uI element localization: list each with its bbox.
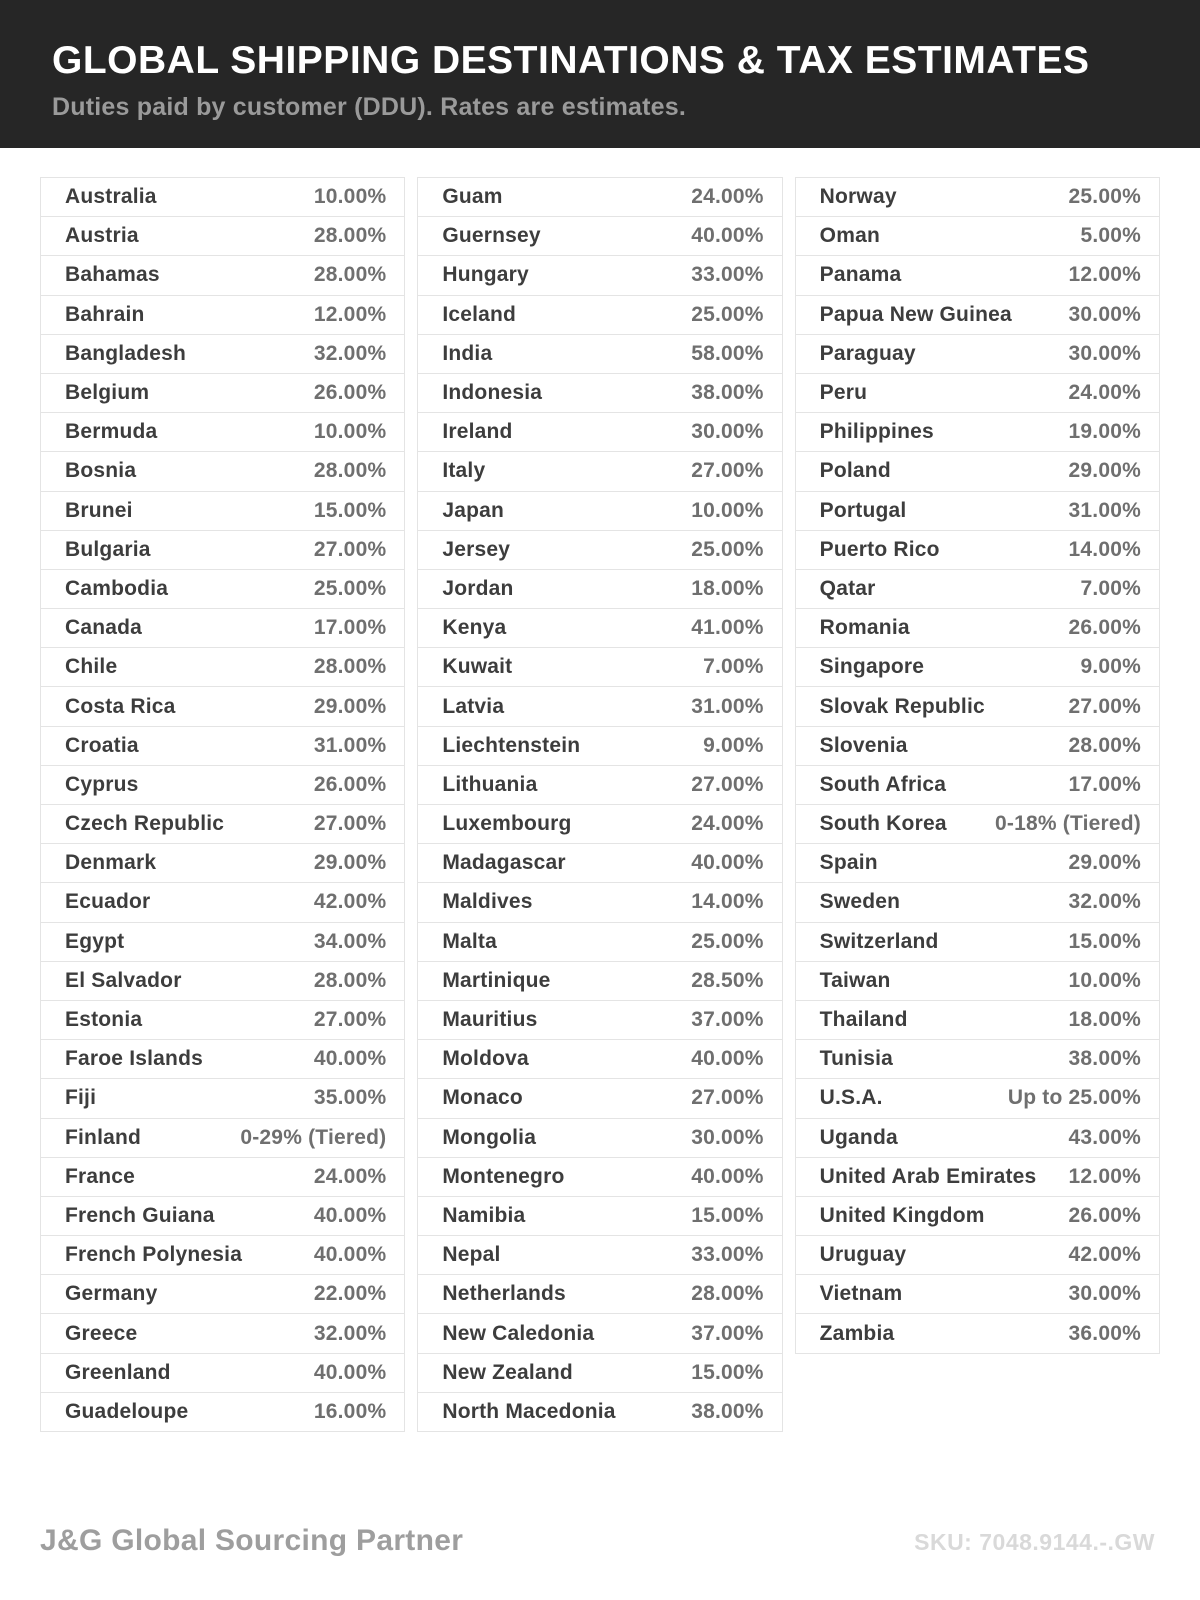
country-name: Czech Republic: [65, 812, 225, 836]
country-name: Zambia: [819, 1321, 895, 1345]
tax-rate: 18.00%: [691, 576, 764, 600]
table-row: [796, 335, 1159, 374]
table-row: [41, 1001, 404, 1040]
country-name: Italy: [442, 459, 486, 483]
table-row: [796, 609, 1159, 648]
tax-rate: 14.00%: [1068, 537, 1141, 561]
tax-rate: 28.00%: [313, 968, 387, 992]
tax-rate: 18.00%: [1068, 1008, 1141, 1032]
tax-rate: 17.00%: [1068, 772, 1141, 796]
tax-rate: 28.00%: [313, 459, 387, 483]
tax-rate: 26.00%: [1068, 1203, 1141, 1227]
country-name: Denmark: [65, 851, 157, 875]
country-name: Bahrain: [65, 302, 145, 326]
table-row: [41, 1158, 404, 1197]
tax-rate: 10.00%: [691, 498, 764, 522]
table-row: [418, 531, 781, 570]
country-name: Vietnam: [819, 1282, 903, 1306]
country-name: Japan: [442, 498, 505, 522]
table-row: [796, 648, 1159, 687]
table-row: [796, 727, 1159, 766]
tax-rate: 40.00%: [313, 1243, 387, 1267]
country-name: Taiwan: [819, 968, 891, 992]
table-row: [796, 296, 1159, 335]
country-name: Peru: [819, 381, 868, 405]
tax-rate: 40.00%: [313, 1203, 387, 1227]
table-row: [418, 844, 781, 883]
table-row: [796, 1314, 1159, 1353]
country-name: Greece: [65, 1321, 138, 1345]
tax-rate: 36.00%: [1068, 1321, 1141, 1345]
tax-rate: 10.00%: [313, 185, 387, 209]
country-name: New Caledonia: [442, 1321, 595, 1345]
country-name: Uganda: [819, 1125, 898, 1149]
table-row: [418, 492, 781, 531]
tax-rate: 30.00%: [1068, 302, 1141, 326]
table-row: [418, 805, 781, 844]
tax-rate: 32.00%: [313, 1321, 387, 1345]
tax-rate: 29.00%: [313, 694, 387, 718]
country-name: Egypt: [65, 929, 125, 953]
country-name: Portugal: [819, 498, 907, 522]
country-name: Paraguay: [819, 341, 916, 365]
table-row: [796, 1040, 1159, 1079]
table-row: [796, 256, 1159, 295]
country-name: Maldives: [442, 890, 533, 914]
table-row: [796, 452, 1159, 491]
tax-rate: 26.00%: [313, 381, 387, 405]
country-name: Kenya: [442, 616, 507, 640]
country-name: Jersey: [442, 537, 511, 561]
country-name: Montenegro: [442, 1164, 565, 1188]
tax-rate: 40.00%: [691, 1047, 764, 1071]
table-row: [41, 1275, 404, 1314]
country-name: Moldova: [442, 1047, 529, 1071]
table-row: [41, 1236, 404, 1275]
tax-rate: 25.00%: [691, 537, 764, 561]
country-name: Bulgaria: [65, 537, 151, 561]
country-name: Cyprus: [65, 772, 139, 796]
table-row: [796, 1119, 1159, 1158]
country-name: Mongolia: [442, 1125, 537, 1149]
country-name: Hungary: [442, 263, 529, 287]
table-row: [418, 1158, 781, 1197]
tax-rate: 16.00%: [313, 1399, 387, 1423]
table-row: [41, 1079, 404, 1118]
country-name: United Kingdom: [819, 1203, 985, 1227]
table-row: [41, 413, 404, 452]
tax-rate: 28.00%: [313, 263, 387, 287]
tax-rate: 25.00%: [313, 576, 387, 600]
table-row: [418, 1119, 781, 1158]
table-row: [41, 570, 404, 609]
tax-rate: Up to 25.00%: [1007, 1086, 1141, 1110]
country-name: Singapore: [819, 655, 925, 679]
tax-rate: 28.00%: [691, 1282, 764, 1306]
page-title: GLOBAL SHIPPING DESTINATIONS & TAX ESTIMATES: [52, 39, 1090, 83]
table-row: [796, 883, 1159, 922]
tax-rate: 0-18% (Tiered): [995, 812, 1141, 836]
country-name: Switzerland: [819, 929, 939, 953]
country-name: Finland: [65, 1125, 142, 1149]
table-row: [418, 256, 781, 295]
tax-rate: 22.00%: [313, 1282, 387, 1306]
country-name: Uruguay: [819, 1243, 907, 1267]
country-name: Martinique: [442, 968, 551, 992]
table-row: [41, 1393, 404, 1432]
tax-rate: 38.00%: [691, 381, 764, 405]
country-name: Canada: [65, 616, 143, 640]
country-name: Germany: [65, 1282, 158, 1306]
country-name: Qatar: [819, 576, 876, 600]
tax-rate: 27.00%: [691, 1086, 764, 1110]
country-name: Bangladesh: [65, 341, 187, 365]
country-name: Faroe Islands: [65, 1047, 203, 1071]
tax-rate: 32.00%: [1068, 890, 1141, 914]
table-row: [796, 178, 1159, 217]
tax-rate: 30.00%: [1068, 1282, 1141, 1306]
table-row: [418, 766, 781, 805]
table-row: [41, 766, 404, 805]
tax-rate: 40.00%: [691, 1164, 764, 1188]
tax-rate: 35.00%: [313, 1086, 387, 1110]
table-row: [41, 609, 404, 648]
country-name: French Polynesia: [65, 1243, 243, 1267]
tax-rate: 14.00%: [691, 890, 764, 914]
tax-rate: 7.00%: [703, 655, 764, 679]
country-name: Indonesia: [442, 381, 543, 405]
tax-rate: 25.00%: [691, 302, 764, 326]
table-row: [418, 883, 781, 922]
tax-rate: 58.00%: [691, 341, 764, 365]
sku-label: SKU: 7048.9144.-.GW: [914, 1529, 1155, 1555]
country-name: France: [65, 1164, 136, 1188]
country-name: Iceland: [442, 302, 517, 326]
table-row: [418, 335, 781, 374]
tax-rate: 27.00%: [313, 1008, 387, 1032]
tax-rate: 19.00%: [1068, 420, 1141, 444]
tax-rate: 26.00%: [1068, 616, 1141, 640]
tax-rate: 41.00%: [691, 616, 764, 640]
table-row: [796, 492, 1159, 531]
tax-rate: 32.00%: [313, 341, 387, 365]
country-name: Tunisia: [819, 1047, 894, 1071]
tax-rate: 10.00%: [1068, 968, 1141, 992]
table-row: [41, 805, 404, 844]
country-name: Cambodia: [65, 576, 169, 600]
tax-rate: 42.00%: [313, 890, 387, 914]
table-row: [41, 923, 404, 962]
table-row: [418, 1079, 781, 1118]
country-name: South Africa: [819, 772, 947, 796]
country-name: Philippines: [819, 420, 934, 444]
tax-rate: 15.00%: [691, 1203, 764, 1227]
tax-rate: 30.00%: [691, 1125, 764, 1149]
country-name: South Korea: [819, 812, 947, 836]
tax-rate: 27.00%: [313, 537, 387, 561]
country-name: Guam: [442, 185, 503, 209]
table-row: [796, 1158, 1159, 1197]
tax-rate: 12.00%: [1068, 263, 1141, 287]
table-row: [796, 1236, 1159, 1275]
table-row: [41, 687, 404, 726]
tax-rate: 24.00%: [691, 812, 764, 836]
country-name: North Macedonia: [442, 1399, 616, 1423]
country-name: Bermuda: [65, 420, 158, 444]
table-row: [418, 1393, 781, 1432]
country-name: Greenland: [65, 1360, 171, 1384]
country-name: El Salvador: [65, 968, 182, 992]
country-name: French Guiana: [65, 1203, 215, 1227]
brand-name: J&G Global Sourcing Partner: [40, 1524, 464, 1557]
country-name: Costa Rica: [65, 694, 176, 718]
tax-rate: 27.00%: [691, 772, 764, 796]
tax-rate: 27.00%: [313, 812, 387, 836]
tax-rate: 29.00%: [1068, 459, 1141, 483]
tax-rate: 24.00%: [1068, 381, 1141, 405]
country-name: Romania: [819, 616, 910, 640]
table-row: [796, 687, 1159, 726]
country-name: Puerto Rico: [819, 537, 940, 561]
tax-rate: 31.00%: [691, 694, 764, 718]
table-row: [796, 923, 1159, 962]
tax-rate: 24.00%: [691, 185, 764, 209]
table-row: [418, 1001, 781, 1040]
table-row: [41, 374, 404, 413]
table-row: [796, 805, 1159, 844]
table-row: [418, 374, 781, 413]
table-row: [418, 923, 781, 962]
table-row: [796, 766, 1159, 805]
tax-rate: 33.00%: [691, 263, 764, 287]
tax-rate: 29.00%: [313, 851, 387, 875]
table-row: [41, 492, 404, 531]
table-row: [796, 962, 1159, 1001]
table-row: [418, 1197, 781, 1236]
tax-rate: 24.00%: [313, 1164, 387, 1188]
tax-rate: 31.00%: [313, 733, 387, 757]
country-name: Guernsey: [442, 224, 541, 248]
tax-rate: 38.00%: [691, 1399, 764, 1423]
country-name: India: [442, 341, 493, 365]
country-name: Monaco: [442, 1086, 523, 1110]
table-row: [418, 1236, 781, 1275]
tax-rate: 29.00%: [1068, 851, 1141, 875]
country-name: Luxembourg: [442, 812, 572, 836]
table-row: [796, 1275, 1159, 1314]
tax-rate: 28.00%: [313, 655, 387, 679]
table-column-1: [40, 177, 405, 1432]
tax-rate: 15.00%: [313, 498, 387, 522]
country-name: Mauritius: [442, 1008, 538, 1032]
table-row: [418, 962, 781, 1001]
country-name: U.S.A.: [819, 1086, 883, 1110]
table-row: [418, 727, 781, 766]
tax-rate: 37.00%: [691, 1321, 764, 1345]
tax-rate: 38.00%: [1068, 1047, 1141, 1071]
table-row: [41, 844, 404, 883]
country-name: New Zealand: [442, 1360, 573, 1384]
table-row: [418, 570, 781, 609]
page-footer: [40, 1524, 1155, 1558]
country-name: Oman: [819, 224, 880, 248]
country-name: Netherlands: [442, 1282, 566, 1306]
tax-rate: 40.00%: [691, 851, 764, 875]
tax-rate: 7.00%: [1080, 576, 1141, 600]
table-row: [41, 335, 404, 374]
country-name: Slovak Republic: [819, 694, 985, 718]
country-name: Estonia: [65, 1008, 143, 1032]
table-row: [418, 648, 781, 687]
country-name: Slovenia: [819, 733, 908, 757]
table-row: [418, 687, 781, 726]
table-row: [41, 217, 404, 256]
table-row: [41, 1197, 404, 1236]
table-row: [41, 452, 404, 491]
tax-rate: 31.00%: [1068, 498, 1141, 522]
tax-rate: 10.00%: [313, 420, 387, 444]
tax-rate: 15.00%: [1068, 929, 1141, 953]
table-row: [41, 296, 404, 335]
table-row: [796, 374, 1159, 413]
tax-rate: 27.00%: [1068, 694, 1141, 718]
table-row: [418, 1354, 781, 1393]
table-row: [41, 727, 404, 766]
destinations-table: [40, 177, 1160, 1432]
table-row: [418, 452, 781, 491]
country-name: Spain: [819, 851, 878, 875]
tax-rate: 40.00%: [313, 1047, 387, 1071]
country-name: Papua New Guinea: [819, 302, 1012, 326]
page-header: [0, 0, 1200, 148]
tax-rate: 15.00%: [691, 1360, 764, 1384]
table-column-3: [795, 177, 1160, 1354]
tax-rate: 9.00%: [1080, 655, 1141, 679]
tax-rate: 0-29% (Tiered): [240, 1125, 387, 1149]
tax-rate: 12.00%: [1068, 1164, 1141, 1188]
table-column-2: [417, 177, 782, 1432]
country-name: Croatia: [65, 733, 139, 757]
table-row: [796, 217, 1159, 256]
table-row: [796, 844, 1159, 883]
table-row: [41, 178, 404, 217]
country-name: Poland: [819, 459, 891, 483]
country-name: Namibia: [442, 1203, 526, 1227]
country-name: Guadeloupe: [65, 1399, 189, 1423]
country-name: Madagascar: [442, 851, 566, 875]
country-name: Liechtenstein: [442, 733, 581, 757]
table-row: [796, 1197, 1159, 1236]
tax-rate: 28.00%: [1068, 733, 1141, 757]
country-name: Bosnia: [65, 459, 137, 483]
country-name: Malta: [442, 929, 498, 953]
table-row: [41, 962, 404, 1001]
country-name: Brunei: [65, 498, 133, 522]
table-row: [796, 1079, 1159, 1118]
tax-rate: 5.00%: [1080, 224, 1141, 248]
tax-rate: 42.00%: [1068, 1243, 1141, 1267]
page-subtitle: Duties paid by customer (DDU). Rates are estimates.: [52, 92, 687, 121]
tax-rate: 40.00%: [691, 224, 764, 248]
country-name: United Arab Emirates: [819, 1164, 1037, 1188]
tax-rate: 37.00%: [691, 1008, 764, 1032]
table-row: [41, 1354, 404, 1393]
country-name: Bahamas: [65, 263, 160, 287]
table-row: [418, 609, 781, 648]
tax-rate: 30.00%: [691, 420, 764, 444]
table-row: [41, 1119, 404, 1158]
table-row: [418, 178, 781, 217]
tax-rate: 27.00%: [691, 459, 764, 483]
tax-rate: 43.00%: [1068, 1125, 1141, 1149]
country-name: Chile: [65, 655, 118, 679]
table-row: [418, 413, 781, 452]
table-row: [41, 1314, 404, 1353]
country-name: Ireland: [442, 420, 513, 444]
country-name: Lithuania: [442, 772, 538, 796]
table-row: [41, 648, 404, 687]
country-name: Kuwait: [442, 655, 513, 679]
table-row: [796, 413, 1159, 452]
tax-rate: 26.00%: [313, 772, 387, 796]
country-name: Latvia: [442, 694, 505, 718]
table-row: [418, 217, 781, 256]
tax-rate: 28.50%: [691, 968, 764, 992]
table-row: [41, 883, 404, 922]
table-row: [796, 570, 1159, 609]
table-row: [41, 531, 404, 570]
country-name: Belgium: [65, 381, 150, 405]
table-row: [41, 1040, 404, 1079]
table-row: [418, 1314, 781, 1353]
tax-rate: 25.00%: [691, 929, 764, 953]
table-row: [418, 1040, 781, 1079]
country-name: Fiji: [65, 1086, 97, 1110]
tax-rate: 40.00%: [313, 1360, 387, 1384]
table-row: [418, 1275, 781, 1314]
tax-rate: 17.00%: [313, 616, 387, 640]
tax-rate: 9.00%: [703, 733, 764, 757]
tax-rate: 28.00%: [313, 224, 387, 248]
country-name: Jordan: [442, 576, 514, 600]
tax-rate: 12.00%: [313, 302, 387, 326]
country-name: Sweden: [819, 890, 901, 914]
country-name: Ecuador: [65, 890, 151, 914]
tax-rate: 25.00%: [1068, 185, 1141, 209]
table-row: [41, 256, 404, 295]
country-name: Thailand: [819, 1008, 908, 1032]
country-name: Norway: [819, 185, 897, 209]
table-row: [796, 531, 1159, 570]
tax-rate: 30.00%: [1068, 341, 1141, 365]
table-row: [796, 1001, 1159, 1040]
country-name: Austria: [65, 224, 139, 248]
tax-rate: 33.00%: [691, 1243, 764, 1267]
country-name: Panama: [819, 263, 902, 287]
table-row: [418, 296, 781, 335]
country-name: Nepal: [442, 1243, 501, 1267]
tax-rate: 34.00%: [313, 929, 387, 953]
country-name: Australia: [65, 185, 157, 209]
